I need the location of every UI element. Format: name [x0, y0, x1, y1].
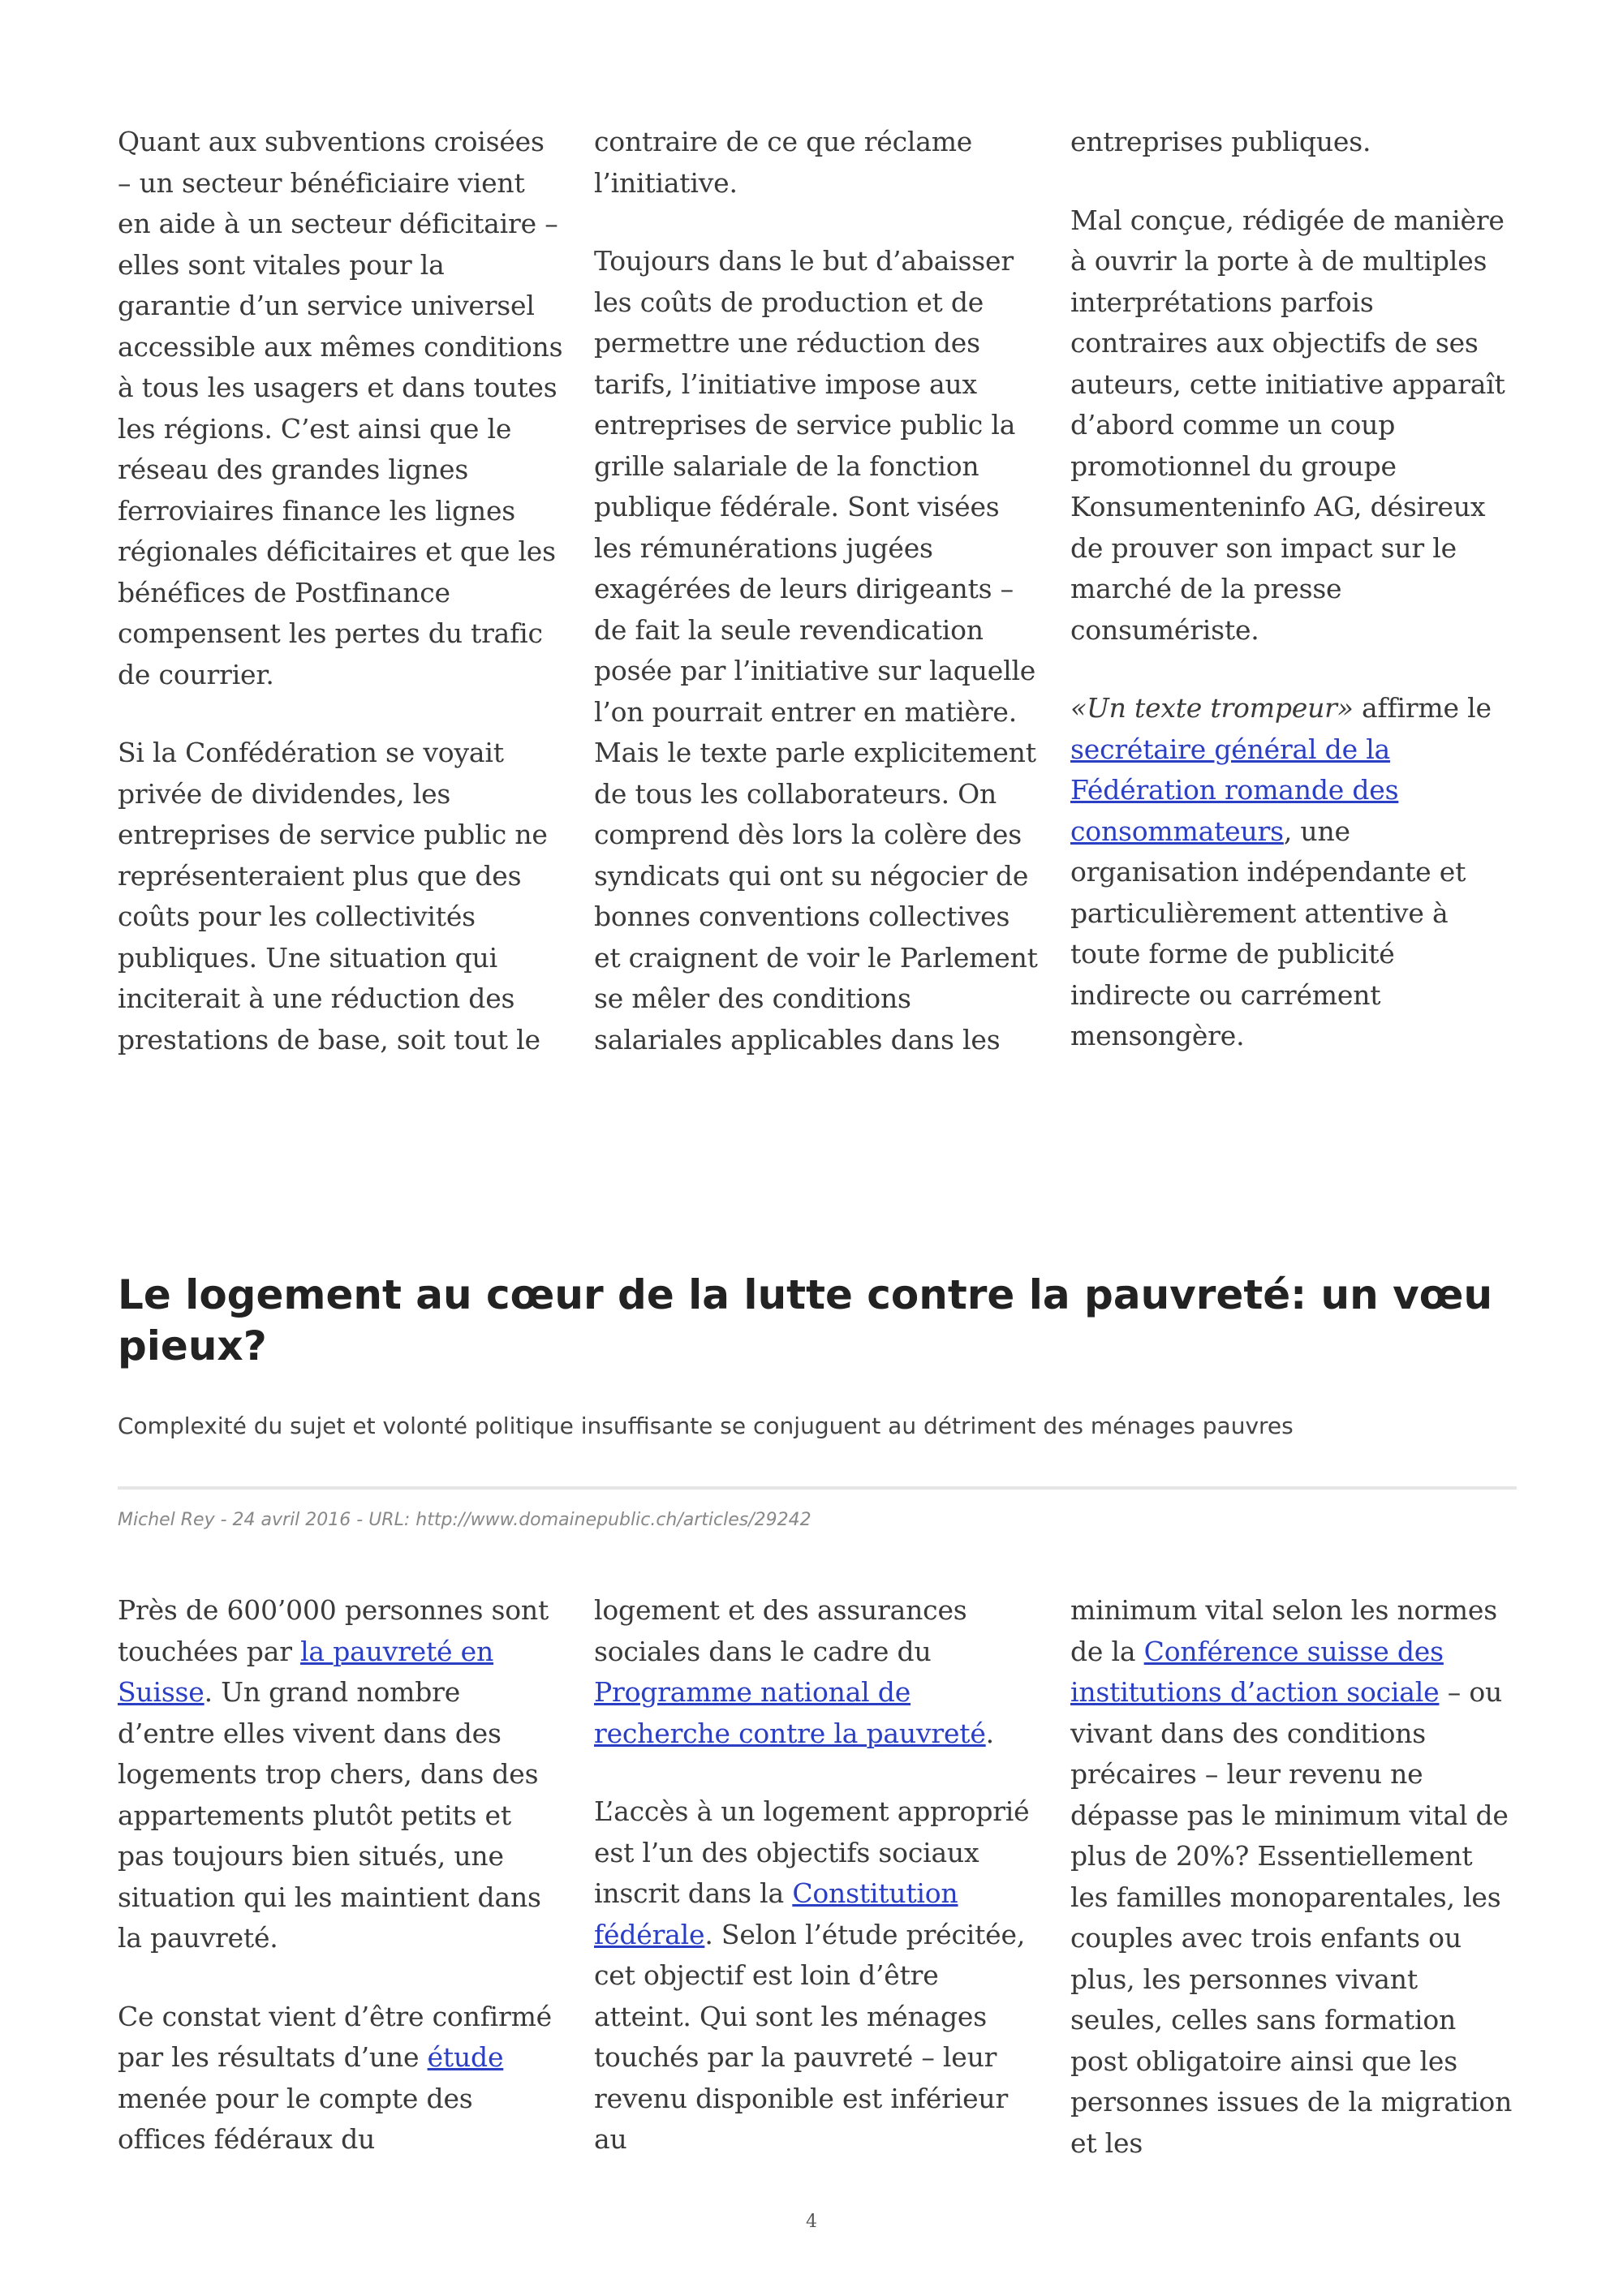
page-number: 4: [806, 2212, 817, 2232]
divider: [118, 1486, 1517, 1490]
paragraph: [118, 1590, 564, 1959]
text: , une organisation indépendante et particulièrement attentive à toute forme de publicité indirecte ou carrément mensongère.: [1070, 815, 1466, 1051]
article-title: Le logement au cœur de la lutte contre la pauvreté: un vœu pieux?: [118, 1271, 1493, 1369]
text: . Un grand nombre d’entre elles vivent dans des logements trop chers, dans des appartements plutôt petits et pas toujours bien situés, une situation qui les maintient dans la pauvreté.: [118, 1676, 541, 1954]
article2-columns: [118, 1590, 1517, 2201]
paragraph: [118, 1997, 564, 2161]
text: minimum vital selon les normes de la: [1070, 1594, 1497, 1667]
paragraph: contraire de ce que réclame l’initiative.: [594, 126, 973, 199]
link-pauvrete-suisse[interactable]: la pauvreté en Suisse: [118, 1635, 494, 1708]
text: L’accès à un logement approprié est l’un des objectifs sociaux inscrit dans la: [594, 1795, 1030, 1909]
text: affirme le: [1353, 692, 1492, 724]
text: menée pour le compte des offices fédéraux du: [118, 2082, 473, 2155]
article1-column-3: [1070, 122, 1517, 1098]
text: Ce constat vient d’être confirmé par les résultats d’une: [118, 2000, 552, 2073]
paragraph: [594, 1590, 1040, 1754]
paragraph: [594, 1791, 1040, 2161]
link-constitution[interactable]: Constitution fédérale: [594, 1877, 958, 1950]
article-subtitle: Complexité du sujet et volonté politique insuffisante se conjuguent au détriment des ménages pauvres: [118, 1412, 1294, 1439]
text: Près de 600’000 personnes sont touchées par: [118, 1594, 549, 1667]
quote: «Un texte trompeur»: [1070, 692, 1354, 724]
paragraph: Toujours dans le but d’abaisser les coûts de production et de permettre une réduction des tarifs, l’initiative impose aux entreprises de service public la grille salariale de la fonction publique fédérale. Sont visées les rémunérations jugées exagérées de leurs dirigeants – de fait la seule revendication posée par l’initiative sur laquelle l’on pourrait entrer en matière. Mais le texte parle explicitement de tous les collaborateurs. On comprend dès lors la colère des syndicats qui ont su négocier de bonnes conventions collectives et craignent de voir le Parlement se mêler des conditions salariales applicables dans les: [594, 245, 1038, 1056]
article2-column-1: [118, 1590, 564, 2201]
article-meta: Michel Rey - 24 avril 2016 - URL: http://www.domainepublic.ch/articles/29242: [118, 1510, 812, 1530]
paragraph: Quant aux subventions croisées – un secteur bénéficiaire vient en aide à un secteur déficitaire – elles sont vitales pour la garantie d’un service universel accessible aux mêmes conditions à tous les usagers et dans toutes les régions. C’est ainsi que le réseau des grandes lignes ferroviaires finance les lignes régionales déficitaires et que les bénéfices de Postfinance compensent les pertes du trafic de courrier.: [118, 126, 563, 690]
article2-column-2: [594, 1590, 1040, 2201]
text: – ou vivant dans des conditions précaires – leur revenu ne dépasse pas le minimum vital de plus de 20%? Essentiellement les familles monoparentales, les couples avec trois enfants ou plus, les personnes vivant seules, celles sans formation post obligatoire ainsi que les personnes issues de la migration et les: [1070, 1676, 1513, 2159]
article1-column-2: [594, 122, 1040, 1098]
paragraph: [1070, 688, 1517, 1057]
paragraph: [1070, 1590, 1517, 2164]
article1-columns: [118, 122, 1517, 1098]
link-etude[interactable]: étude: [427, 2041, 504, 2073]
paragraph: Si la Confédération se voyait privée de dividendes, les entreprises de service public ne représenteraient plus que des coûts pour les collectivités publiques. Une situation qui inciterait à une réduction des prestations de base, soit tout le: [118, 737, 548, 1056]
text: .: [985, 1717, 994, 1749]
link-csias[interactable]: Conférence suisse des institutions d’action sociale: [1070, 1635, 1444, 1708]
link-programme-national[interactable]: Programme national de recherche contre la pauvreté: [594, 1676, 986, 1749]
paragraph: entreprises publiques.: [1070, 126, 1371, 157]
article2-column-3: [1070, 1590, 1517, 2201]
paragraph: Mal conçue, rédigée de manière à ouvrir la porte à de multiples interprétations parfois contraires aux objectifs de ses auteurs, cette initiative apparaît d’abord comme un coup promotionnel du groupe Konsumenteninfo AG, désireux de prouver son impact sur le marché de la presse consumériste.: [1070, 204, 1505, 646]
article1-column-1: [118, 122, 564, 1098]
link-frc-secretary[interactable]: secrétaire général de la Fédération romande des consommateurs: [1070, 733, 1399, 847]
text: logement et des assurances sociales dans le cadre du: [594, 1594, 967, 1667]
text: . Selon l’étude précitée, cet objectif est loin d’être atteint. Qui sont les ménages touchés par la pauvreté – leur revenu disponible est inférieur au: [594, 1918, 1026, 2155]
